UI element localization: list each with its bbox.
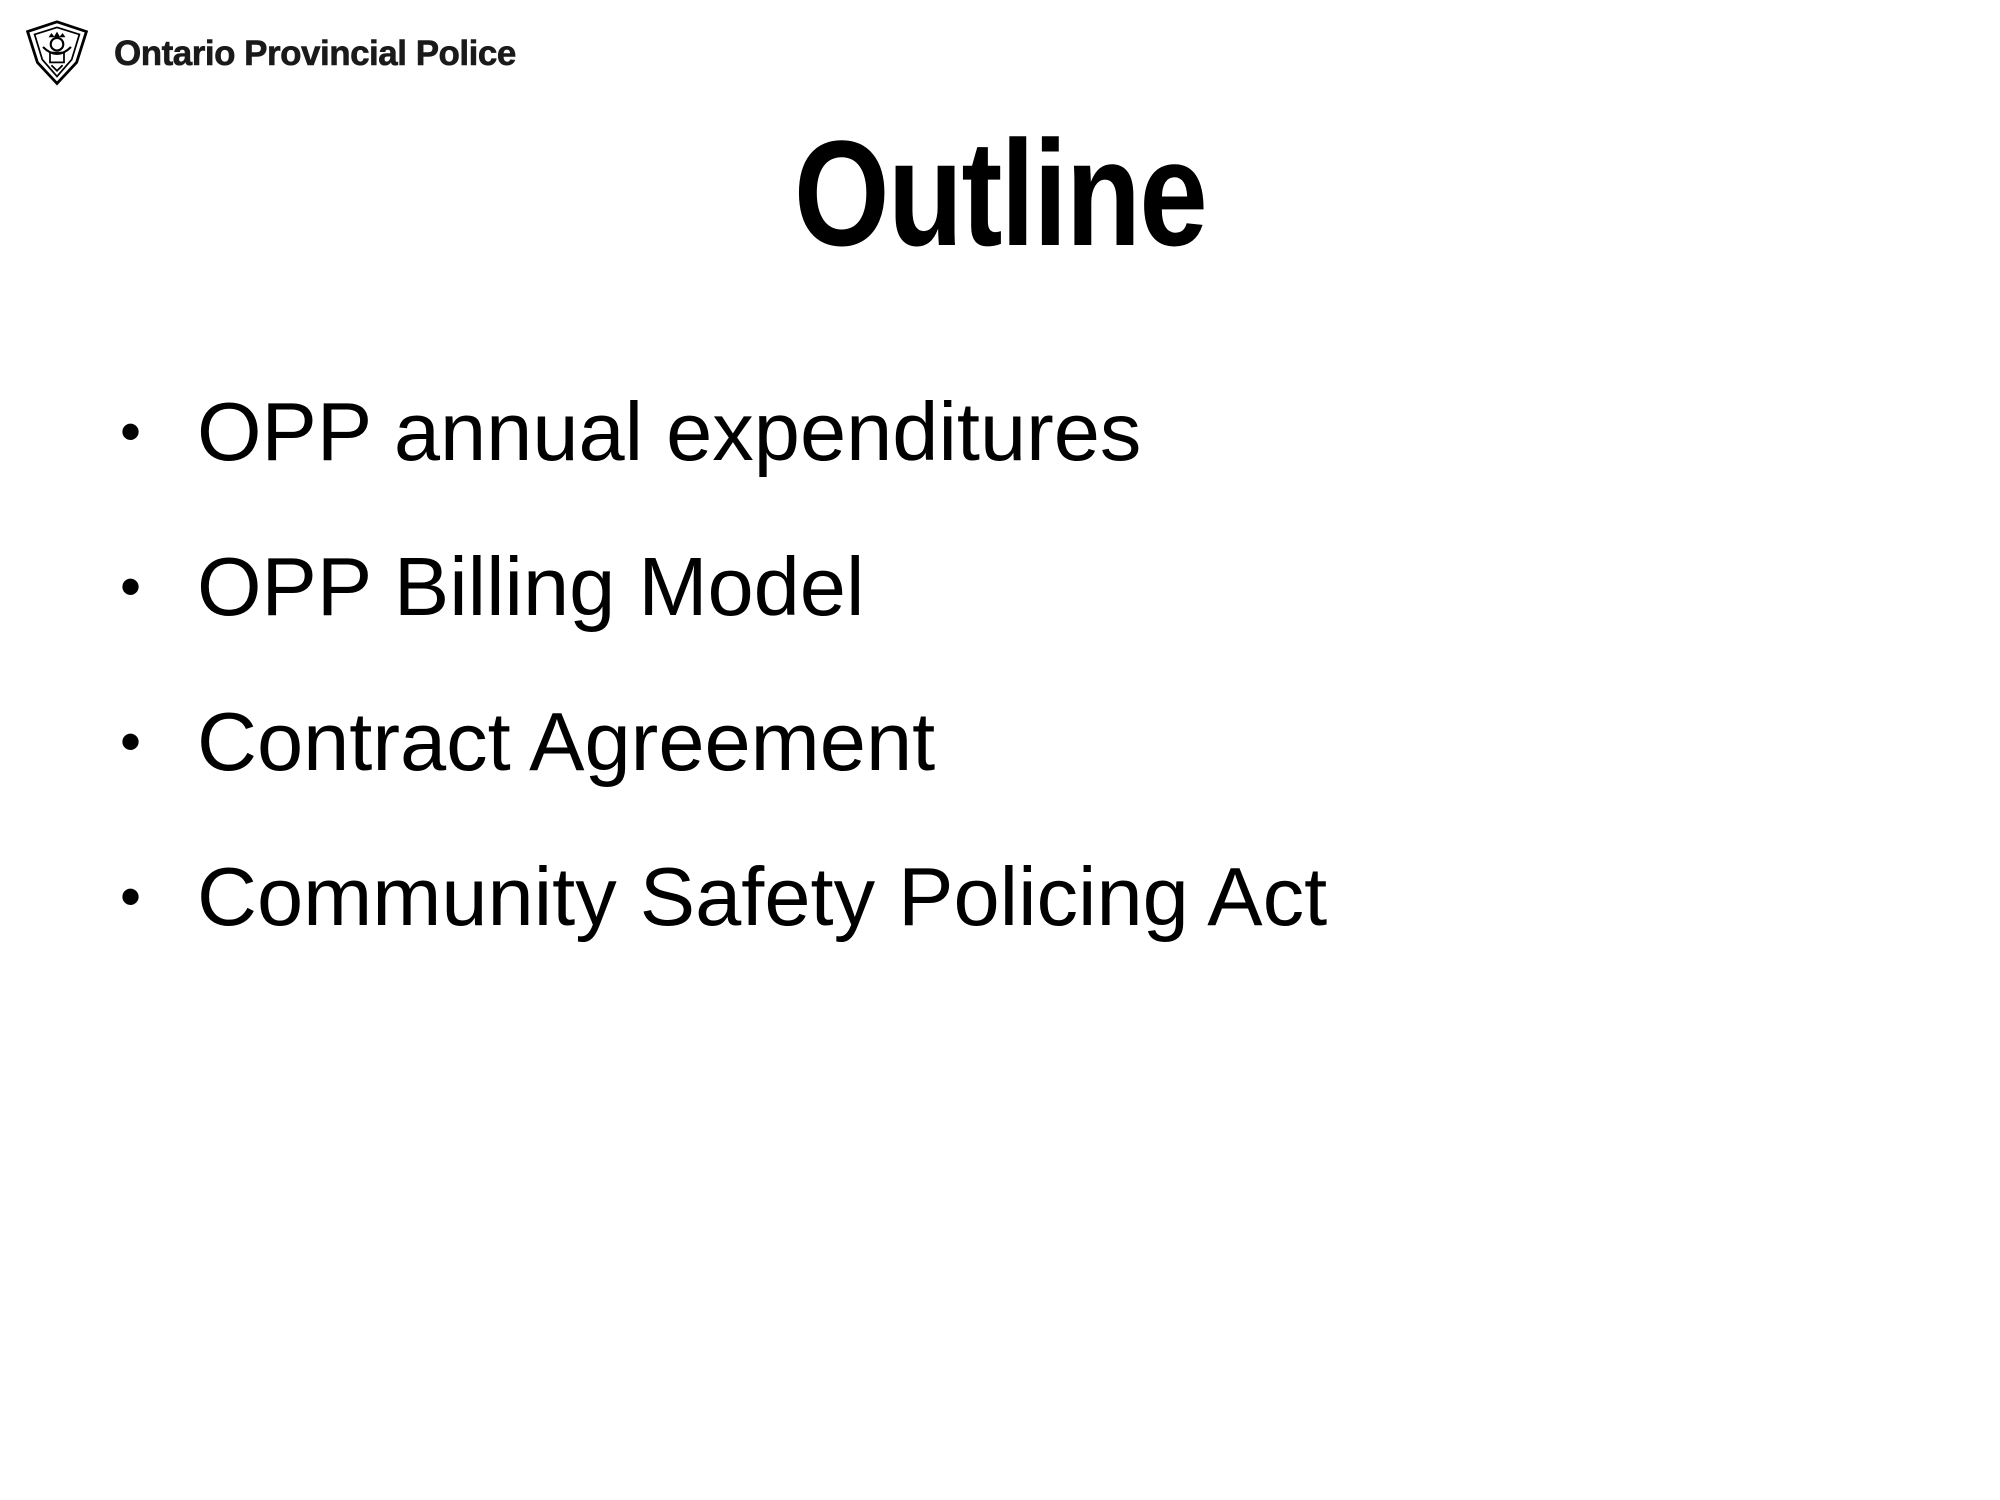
- bullet-dot: •: [120, 708, 142, 775]
- list-item: [120, 823, 1327, 978]
- bullet-text: OPP Billing Model: [197, 540, 865, 633]
- list-item: [120, 358, 1327, 513]
- bullet-text: OPP annual expenditures: [197, 385, 1142, 478]
- bullet-list: [120, 358, 1327, 978]
- list-item: [120, 513, 1327, 668]
- bullet-dot: •: [120, 863, 142, 930]
- opp-crest-icon: [22, 19, 92, 89]
- list-item: [120, 668, 1327, 823]
- bullet-dot: •: [120, 398, 142, 465]
- bullet-text: Contract Agreement: [197, 695, 936, 788]
- bullet-text: Community Safety Policing Act: [197, 850, 1328, 943]
- slide-header: [22, 18, 516, 90]
- bullet-dot: •: [120, 553, 142, 620]
- slide-title: Outline: [793, 109, 1207, 277]
- organization-name: Ontario Provincial Police: [114, 34, 516, 73]
